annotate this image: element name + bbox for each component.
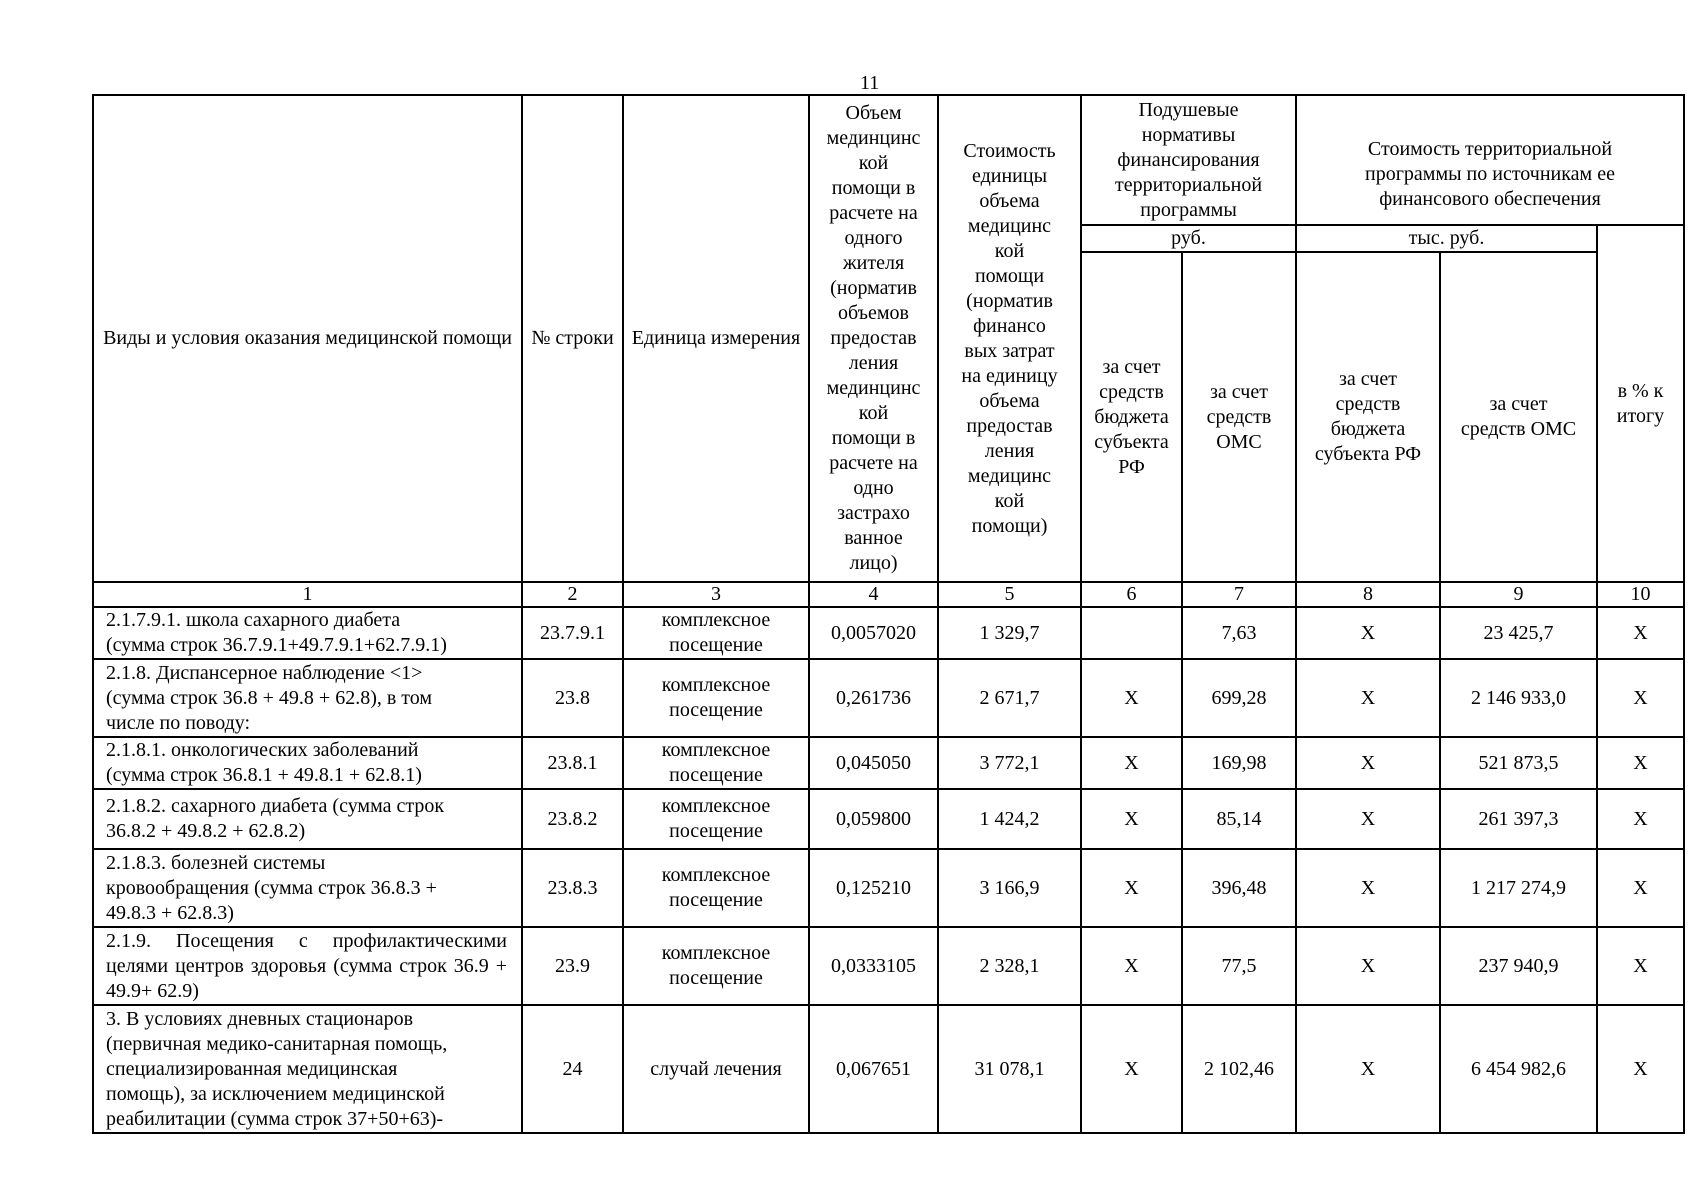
row-percent: X xyxy=(1597,607,1684,659)
column-number: 9 xyxy=(1440,582,1597,607)
row-unit-cost: 1 424,2 xyxy=(938,789,1081,849)
header-services: Виды и условия оказания медицинской помощи xyxy=(93,95,522,582)
row-volume: 0,0057020 xyxy=(809,607,938,659)
row-unit-cost: 2 328,1 xyxy=(938,927,1081,1005)
table-row xyxy=(93,927,1684,1005)
table-row xyxy=(93,849,1684,927)
row-oms-rub: 77,5 xyxy=(1182,927,1296,1005)
column-number-row xyxy=(93,582,1684,607)
row-budget-rub xyxy=(1081,607,1182,659)
row-unit-cost: 2 671,7 xyxy=(938,659,1081,737)
header-program-cost-group: Стоимость территориальной программы по источникам ее финансового обеспечения xyxy=(1296,95,1684,225)
row-line-number: 23.8.1 xyxy=(522,737,623,789)
header-unit-thousand-rub: тыс. руб. xyxy=(1296,225,1597,252)
row-unit: комплексное посещение xyxy=(623,659,809,737)
row-unit: случай лечения xyxy=(623,1005,809,1133)
column-number: 10 xyxy=(1597,582,1684,607)
row-percent: X xyxy=(1597,789,1684,849)
row-name: 2.1.8. Диспансерное наблюдение <1> (сумма строк 36.8 + 49.8 + 62.8), в том числе по поводу: xyxy=(93,659,522,737)
row-percent: X xyxy=(1597,849,1684,927)
row-oms-rub: 7,63 xyxy=(1182,607,1296,659)
row-volume: 0,125210 xyxy=(809,849,938,927)
column-number: 4 xyxy=(809,582,938,607)
column-number: 1 xyxy=(93,582,522,607)
row-oms-thousand: 23 425,7 xyxy=(1440,607,1597,659)
header-percent: в % к итогу xyxy=(1597,225,1684,582)
header-oms-rub: за счет средств ОМС xyxy=(1182,252,1296,582)
financing-table xyxy=(92,94,1685,1134)
row-budget-thousand: X xyxy=(1296,737,1440,789)
row-unit-cost: 31 078,1 xyxy=(938,1005,1081,1133)
column-number: 3 xyxy=(623,582,809,607)
row-budget-rub: X xyxy=(1081,1005,1182,1133)
row-oms-rub: 2 102,46 xyxy=(1182,1005,1296,1133)
row-oms-rub: 169,98 xyxy=(1182,737,1296,789)
row-volume: 0,0333105 xyxy=(809,927,938,1005)
row-budget-thousand: X xyxy=(1296,849,1440,927)
row-volume: 0,059800 xyxy=(809,789,938,849)
row-oms-rub: 85,14 xyxy=(1182,789,1296,849)
table-row xyxy=(93,659,1684,737)
row-budget-thousand: X xyxy=(1296,607,1440,659)
row-unit: комплексное посещение xyxy=(623,607,809,659)
row-budget-rub: X xyxy=(1081,659,1182,737)
row-budget-rub: X xyxy=(1081,927,1182,1005)
row-unit: комплексное посещение xyxy=(623,927,809,1005)
row-oms-rub: 396,48 xyxy=(1182,849,1296,927)
header-volume: Объем мединцинс кой помощи в расчете на одного жителя (норматив объемов предостав ления мединцинс кой помощи в расчете на одно застрахо ванное лицо) xyxy=(809,95,938,582)
row-oms-thousand: 2 146 933,0 xyxy=(1440,659,1597,737)
table-row xyxy=(93,607,1684,659)
row-unit: комплексное посещение xyxy=(623,789,809,849)
row-oms-thousand: 237 940,9 xyxy=(1440,927,1597,1005)
table-row xyxy=(93,737,1684,789)
row-name: 2.1.8.1. онкологических заболеваний (сумма строк 36.8.1 + 49.8.1 + 62.8.1) xyxy=(93,737,522,789)
row-percent: X xyxy=(1597,1005,1684,1133)
row-oms-thousand: 6 454 982,6 xyxy=(1440,1005,1597,1133)
row-unit-cost: 3 772,1 xyxy=(938,737,1081,789)
row-budget-thousand: X xyxy=(1296,1005,1440,1133)
table-row xyxy=(93,789,1684,849)
row-unit: комплексное посещение xyxy=(623,737,809,789)
row-name: 2.1.9. Посещения с профилактическими целями центров здоровья (сумма строк 36.9 + 49.9+ 62.9) xyxy=(93,927,522,1005)
row-percent: X xyxy=(1597,927,1684,1005)
row-line-number: 23.9 xyxy=(522,927,623,1005)
row-oms-thousand: 261 397,3 xyxy=(1440,789,1597,849)
row-oms-rub: 699,28 xyxy=(1182,659,1296,737)
row-budget-rub: X xyxy=(1081,737,1182,789)
row-volume: 0,045050 xyxy=(809,737,938,789)
header-unit-cost: Стоимость единицы объема медицинс кой помощи (норматив финансо вых затрат на единицу объема предостав ления медицинс кой помощи) xyxy=(938,95,1081,582)
row-unit-cost: 1 329,7 xyxy=(938,607,1081,659)
row-name: 3. В условиях дневных стационаров (первичная медико-санитарная помощь, специализированная медицинская помощь), за исключением медицинской реабилитации (сумма строк 37+50+63)- xyxy=(93,1005,522,1133)
row-budget-thousand: X xyxy=(1296,659,1440,737)
row-line-number: 23.8 xyxy=(522,659,623,737)
row-volume: 0,067651 xyxy=(809,1005,938,1133)
row-budget-rub: X xyxy=(1081,789,1182,849)
header-line-number: № строки xyxy=(522,95,623,582)
table-row xyxy=(93,1005,1684,1133)
row-line-number: 23.7.9.1 xyxy=(522,607,623,659)
page-number: 11 xyxy=(860,72,880,94)
column-number: 2 xyxy=(522,582,623,607)
row-name: 2.1.8.2. сахарного диабета (сумма строк 36.8.2 + 49.8.2 + 62.8.2) xyxy=(93,789,522,849)
row-volume: 0,261736 xyxy=(809,659,938,737)
row-budget-thousand: X xyxy=(1296,789,1440,849)
row-line-number: 23.8.2 xyxy=(522,789,623,849)
row-budget-thousand: X xyxy=(1296,927,1440,1005)
header-unit-rub: руб. xyxy=(1081,225,1296,252)
row-unit: комплексное посещение xyxy=(623,849,809,927)
header-budget-rub: за счет средств бюджета субъекта РФ xyxy=(1081,252,1182,582)
row-budget-rub: X xyxy=(1081,849,1182,927)
row-name: 2.1.8.3. болезней системы кровообращения (сумма строк 36.8.3 + 49.8.3 + 62.8.3) xyxy=(93,849,522,927)
row-name: 2.1.7.9.1. школа сахарного диабета (сумма строк 36.7.9.1+49.7.9.1+62.7.9.1) xyxy=(93,607,522,659)
header-unit: Единица измерения xyxy=(623,95,809,582)
row-percent: X xyxy=(1597,737,1684,789)
header-per-capita-group: Подушевые нормативы финансирования территориальной программы xyxy=(1081,95,1296,225)
row-line-number: 24 xyxy=(522,1005,623,1133)
row-percent: X xyxy=(1597,659,1684,737)
column-number: 8 xyxy=(1296,582,1440,607)
header-budget-thousand: за счет средств бюджета субъекта РФ xyxy=(1296,252,1440,582)
row-line-number: 23.8.3 xyxy=(522,849,623,927)
row-oms-thousand: 1 217 274,9 xyxy=(1440,849,1597,927)
column-number: 6 xyxy=(1081,582,1182,607)
column-number: 5 xyxy=(938,582,1081,607)
row-unit-cost: 3 166,9 xyxy=(938,849,1081,927)
column-number: 7 xyxy=(1182,582,1296,607)
row-oms-thousand: 521 873,5 xyxy=(1440,737,1597,789)
header-oms-thousand: за счет средств ОМС xyxy=(1440,252,1597,582)
